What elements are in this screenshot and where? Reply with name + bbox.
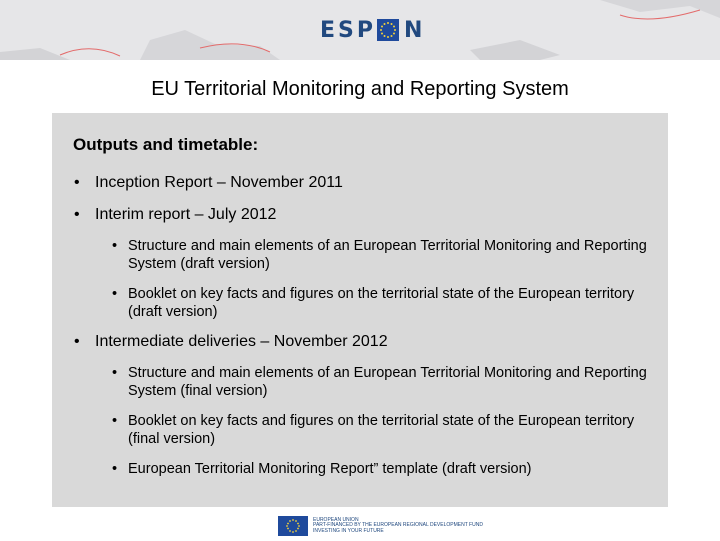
bullet-dot-icon: • xyxy=(74,333,80,350)
sub-bullet-text: Structure and main elements of an European Territorial Monitoring and Reporting System (draft version) xyxy=(128,238,647,272)
bullet-text: Interim report – July 2012 xyxy=(95,206,277,223)
bullet-intermediate xyxy=(74,333,388,351)
sub-bullet xyxy=(112,412,652,448)
footer-line-1: EUROPEAN UNION xyxy=(313,516,359,523)
eu-stars-icon xyxy=(377,19,399,41)
page-title: EU Territorial Monitoring and Reporting System xyxy=(151,78,569,100)
header-band xyxy=(0,0,720,60)
sub-bullet xyxy=(112,237,652,273)
sub-bullet xyxy=(112,285,652,321)
section-heading: Outputs and timetable: xyxy=(73,135,259,154)
eu-funding-text xyxy=(313,518,483,535)
sub-bullet-text: Booklet on key facts and figures on the territorial state of the European territory (final version) xyxy=(128,413,635,447)
bullet-dot-icon: • xyxy=(112,286,118,302)
sub-bullet-text: Structure and main elements of an European Territorial Monitoring and Reporting System (final version) xyxy=(128,365,647,399)
espon-logo xyxy=(320,14,425,46)
bullet-text: Inception Report – November 2011 xyxy=(95,174,343,191)
sub-bullet xyxy=(112,364,652,400)
logo-text-left: ESP xyxy=(320,17,376,43)
eu-funding-logo xyxy=(278,516,483,536)
sub-bullet-text: Booklet on key facts and figures on the territorial state of the European territory (draft version) xyxy=(128,286,635,320)
bullet-dot-icon: • xyxy=(112,413,118,429)
bullet-dot-icon: • xyxy=(74,174,80,191)
logo-text-right: N xyxy=(404,17,426,43)
content-panel xyxy=(52,113,668,507)
footer-line-3: INVESTING IN YOUR FUTURE xyxy=(313,527,384,534)
footer-line-2: PART-FINANCED BY THE EUROPEAN REGIONAL DEVELOPMENT FUND xyxy=(313,522,483,529)
sub-bullet-text: European Territorial Monitoring Report” template (draft version) xyxy=(128,461,532,477)
bullet-dot-icon: • xyxy=(74,206,80,223)
bullet-dot-icon: • xyxy=(112,238,118,254)
sub-bullet xyxy=(112,460,652,478)
bullet-text: Intermediate deliveries – November 2012 xyxy=(95,333,388,350)
bullet-inception xyxy=(74,174,343,192)
bullet-dot-icon: • xyxy=(112,365,118,381)
bullet-interim xyxy=(74,206,276,224)
eu-flag-icon xyxy=(278,516,308,536)
bullet-dot-icon: • xyxy=(112,461,118,477)
